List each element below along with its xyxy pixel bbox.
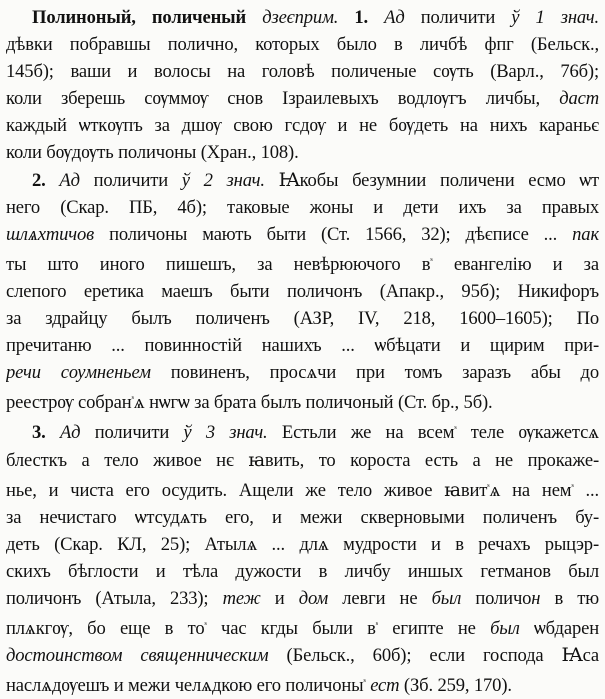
text-segment: час кгды были в: [206, 618, 376, 640]
text-segment: поличити: [79, 169, 182, 191]
superscript-letter: ˢ: [487, 480, 490, 493]
text-segment: поличити: [80, 422, 184, 444]
text-line: [6, 58, 599, 85]
italic-text: был: [431, 587, 462, 609]
italic-text: ў 1 знач.: [511, 7, 599, 28]
text-line: [6, 416, 599, 446]
italic-text: шлѧхтичов: [6, 223, 95, 245]
text-segment: и: [260, 587, 299, 609]
italic-text: дом: [298, 587, 329, 609]
text-line: [6, 278, 599, 305]
text-line: [6, 531, 599, 558]
text-segment: поличоны мають быти (Ст. 1566, 32); дѣєписе ...: [94, 223, 573, 245]
text-line: [6, 85, 599, 112]
text-segment: египте не: [377, 618, 491, 640]
text-segment: дѣвки побравшы полично, которых было в личбѣ фпг (Бельск.,: [6, 34, 599, 56]
text-segment: Ꙗкобы безумнии поличени есмо ѡт: [264, 169, 599, 191]
text-line: [6, 669, 599, 699]
text-segment: ...: [573, 479, 599, 501]
text-line: [6, 386, 599, 416]
text-line: [6, 332, 599, 359]
headword: Полиноный, поличеный: [32, 7, 247, 28]
text-line: [6, 4, 599, 31]
text-line: [6, 474, 599, 504]
italic-text: Ад: [59, 169, 80, 191]
text-segment: поличонъ (Атыла, 233);: [6, 587, 223, 609]
text-segment: коли бѹдѹть поличоны (Хран., 108).: [6, 142, 299, 164]
text-line: [6, 221, 599, 248]
italic-text: был: [490, 618, 520, 640]
text-segment: повиненъ, просѧчи при томъ заразъ абы до: [150, 362, 599, 384]
italic-text: ест: [370, 675, 400, 697]
text-segment: нье, и чиста его осудить. Ащели же тело живое ꙗвит: [6, 479, 488, 501]
text-segment: блесткъ а тело живое нє ꙗвить, то короста есть а не прокаже-: [6, 449, 599, 471]
text-segment: в тю: [540, 587, 599, 609]
text-segment: 145б); ваши и волосы на головѣ поличеные сѹть (Варл., 76б);: [6, 61, 599, 83]
superscript-letter: ˢ: [204, 619, 207, 632]
text-segment: каждый ѡткѹпъ за дшѹ свою гсдѹ и не бѹдеть на нихъ караньє: [6, 115, 599, 137]
text-line: [6, 359, 599, 386]
text-line: [6, 642, 599, 669]
text-line: [6, 248, 599, 278]
text-line: [6, 612, 599, 642]
text-segment: ѧ на нем: [489, 479, 572, 501]
italic-text: достоинством: [6, 645, 123, 667]
text-segment: реестрѹ собран: [6, 392, 132, 414]
part-of-speech: дзеєприм.: [262, 7, 339, 28]
italic-text: ў 2 знач.: [181, 169, 265, 191]
text-segment: пречитаню ... повинностій нашихъ ... ѡбѣцати и щирим при-: [6, 335, 599, 357]
italic-text: даст: [559, 88, 599, 110]
text-segment: (Бельск., 60б); если господа Ꙗса: [268, 645, 599, 667]
text-segment: ѧ нѡгѡ за брата былъ поличоный (Ст. бр., 5б).: [133, 392, 493, 414]
italic-text: Ад: [384, 7, 405, 28]
text-segment: евангелію и за: [432, 253, 599, 275]
superscript-letter: ˢ: [131, 393, 134, 406]
italic-text: теж: [222, 587, 261, 609]
text-segment: за нечистаго ѡтсудѧть его, и межи скверновыми поличенъ бу-: [6, 506, 599, 528]
italic-text: н: [531, 587, 541, 609]
text-segment: плѧкгѹ, бо еще в то: [6, 618, 205, 640]
text-line: [6, 167, 599, 194]
text-line: [6, 194, 599, 221]
sense-number: 1.: [354, 7, 369, 28]
sense-number: 2.: [32, 169, 46, 191]
italic-text: Ад: [59, 422, 81, 444]
text-segment: деть (Скар. КЛ, 25); Атылѧ ... длѧ мудрости и в речахъ рыцэр-: [6, 533, 599, 555]
text-segment: теле ѹкажетсѧ: [456, 422, 599, 444]
italic-text: м: [139, 362, 151, 384]
text-line: [6, 447, 599, 474]
italic-text: ў 3 знач.: [183, 422, 268, 444]
superscript-letter: ˢ: [363, 676, 366, 689]
text-segment: ты што иного пишешъ, за невѣрюючого в: [6, 253, 431, 275]
text-segment: поличити: [404, 7, 512, 28]
superscript-letter: ˢ: [454, 423, 457, 436]
superscript-letter: ˢ: [375, 619, 378, 632]
text-segment: ѡбдарен: [519, 618, 599, 640]
text-segment: слепого еретика маешъ быти поличонъ (Апакр., 95б); Никифоръ: [6, 280, 599, 302]
sense-number: 3.: [32, 422, 46, 444]
text-segment: (Зб. 259, 170).: [399, 675, 512, 697]
italic-text: священническим: [122, 645, 269, 667]
text-line: [6, 558, 599, 585]
text-segment: него (Скар. ПБ, 4б); таковые жоны и дети ихъ за правых: [6, 196, 599, 218]
superscript-letter: ˢ: [571, 480, 574, 493]
italic-text: пак: [572, 223, 599, 245]
text-line: [6, 112, 599, 139]
text-segment: наслѧдѹешъ и межи челѧдкою его поличоны: [6, 675, 364, 697]
text-segment: поличо: [461, 587, 532, 609]
text-segment: скихъ бѣглости и тѣла дужости в личбу иншых гетманов был: [6, 560, 599, 582]
text-line: [6, 504, 599, 531]
italic-text: речи сѹмненье: [6, 362, 140, 384]
text-line: [6, 31, 599, 58]
text-segment: левги не: [328, 587, 432, 609]
text-line: [6, 585, 599, 612]
text-line: [6, 139, 599, 166]
text-segment: коли зберешь сѹммѹ снов Ізраилевыхъ водлѹгъ личбы,: [6, 88, 560, 110]
text-segment: за здрайцу былъ поличенъ (АЗР, IV, 218, 1600–1605); По: [6, 308, 599, 330]
text-segment: Естьли же на всем: [267, 422, 455, 444]
superscript-letter: ˢ: [430, 254, 433, 267]
text-line: [6, 305, 599, 332]
